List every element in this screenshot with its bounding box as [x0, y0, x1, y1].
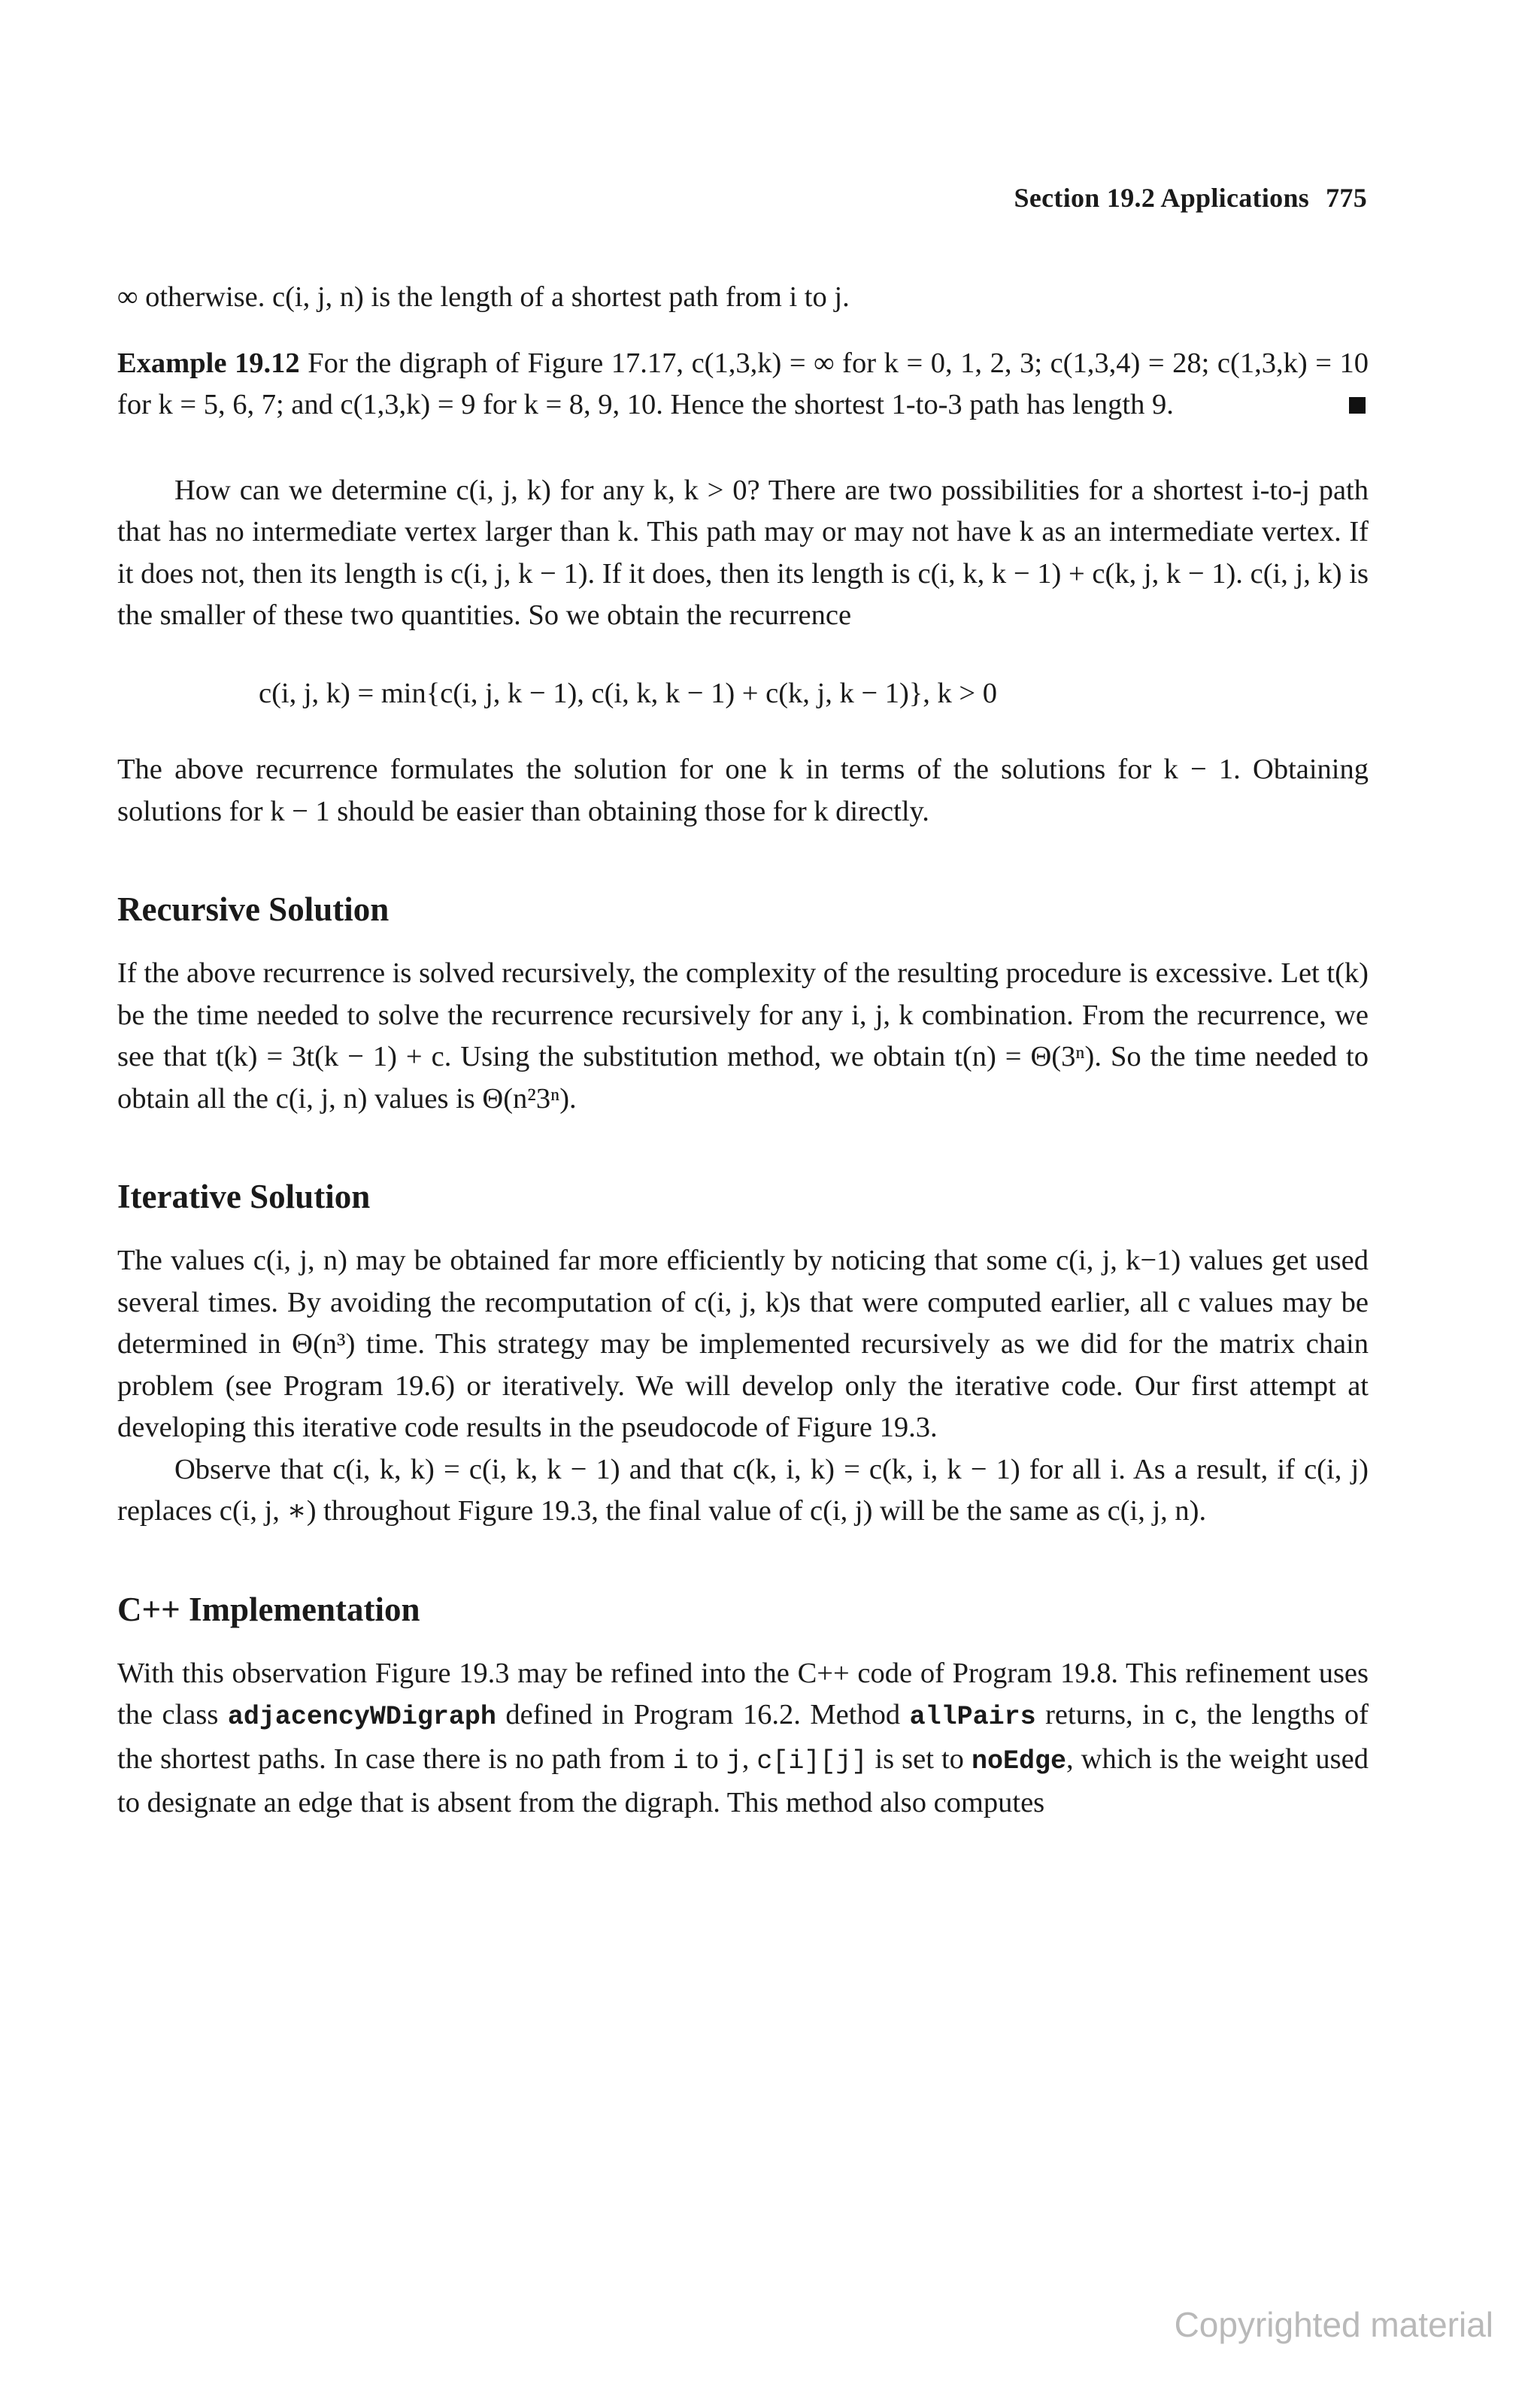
example-label: Example 19.12 [117, 347, 300, 379]
recurrence-equation: c(i, j, k) = min{c(i, j, k − 1), c(i, k, k − 1) + c(k, j, k − 1)}, k > 0 [259, 677, 997, 709]
code-var-c: c [1174, 1702, 1190, 1732]
body-paragraph-how: How can we determine c(i, j, k) for any k, k > 0? There are two possibilities for a shortest i-to-j path that has no intermediate vertex larger than k. This path may or may not have k as an intermediate vertex. If it does not, then its length is c(i, j, k − 1). If it does, then its length is c(i, k, k − 1) + c(k, j, k − 1). c(i, j, k) is the smaller of these two quantities. So we obtain the recurrence [117, 474, 1369, 631]
iterative-paragraph-1: The values c(i, j, n) may be obtained far more efficiently by noticing that some c(i, j, k−1) values get used several times. By avoiding the recomputation of c(i, j, k)s that were computed earlier, all c values may be determined in Θ(n³) time. This strategy may be implemented recursively as we did for the matrix chain problem (see Program 19.6) or iteratively. We will develop only the iterative code. Our first attempt at developing this iterative code results in the pseudocode of Figure 19.3. [117, 1245, 1369, 1443]
cpp-text-1: With this observation Figure 19.3 may be refined into the C++ code of Program 19.8. This refinement uses the class [117, 1657, 1369, 1730]
heading-iterative-solution: Iterative Solution [117, 1178, 371, 1215]
end-of-example-square-icon [1349, 397, 1366, 414]
cpp-text-6: , [741, 1743, 757, 1775]
page-content [117, 277, 1369, 1824]
copyright-watermark: Copyrighted material [1174, 2305, 1493, 2344]
cpp-text-8: , which is the weight used to designate an edge that is absent from the digraph. This method also computes [117, 1743, 1369, 1818]
iterative-paragraph-2: Observe that c(i, k, k) = c(i, k, k − 1) and that c(k, i, k) = c(k, i, k − 1) for all i. As a result, if c(i, j) replaces c(i, j, ∗) throughout Figure 19.3, the final value of c(i, j) will be the same as c(i, j, n). [117, 1453, 1369, 1527]
cpp-paragraph [117, 1653, 1369, 1824]
code-array-cij: c[i][j] [756, 1746, 868, 1776]
intro-paragraph: ∞ otherwise. c(i, j, n) is the length of a shortest path from i to j. [117, 281, 850, 313]
code-var-i: i [672, 1746, 689, 1776]
body-paragraph-above: The above recurrence formulates the solution for one k in terms of the solutions for k − 1. Obtaining solutions for k − 1 should be easier than obtaining those for k directly. [117, 754, 1369, 827]
code-var-j: j [726, 1746, 742, 1776]
heading-cpp-implementation: C++ Implementation [117, 1590, 420, 1628]
code-class-name: adjacencyWDigraph [227, 1702, 496, 1732]
cpp-text-7: is set to [867, 1743, 972, 1775]
cpp-text-3: returns, in [1035, 1699, 1175, 1730]
cpp-text-2: defined in Program 16.2. Method [496, 1699, 910, 1730]
cpp-text-4: , the lengths of the shortest paths. In case there is no path from [117, 1699, 1369, 1775]
code-noedge: noEdge [971, 1746, 1067, 1776]
heading-recursive-solution: Recursive Solution [117, 890, 390, 928]
example-text: For the digraph of Figure 17.17, c(1,3,k) = ∞ for k = 0, 1, 2, 3; c(1,3,4) = 28; c(1,3,k) = 10 for k = 5, 6, 7; and c(1,3,k) = 9 for k = 8, 9, 10. Hence the shortest 1-to-3 path has length 9. [117, 347, 1369, 420]
recursive-paragraph: If the above recurrence is solved recursively, the complexity of the resulting procedure is excessive. Let t(k) be the time needed to solve the recurrence recursively for any i, j, k combination. From the recurrence, we see that t(k) = 3t(k − 1) + c. Using the substitution method, we obtain t(n) = Θ(3ⁿ). So the time needed to obtain all the c(i, j, n) values is Θ(n²3ⁿ). [117, 957, 1369, 1115]
example-paragraph [117, 343, 1369, 426]
cpp-text-5: to [688, 1743, 726, 1775]
running-head [1014, 182, 1367, 214]
code-method-name: allPairs [909, 1702, 1036, 1732]
page-number: 775 [1326, 183, 1367, 213]
section-title: Section 19.2 Applications [1014, 183, 1310, 213]
